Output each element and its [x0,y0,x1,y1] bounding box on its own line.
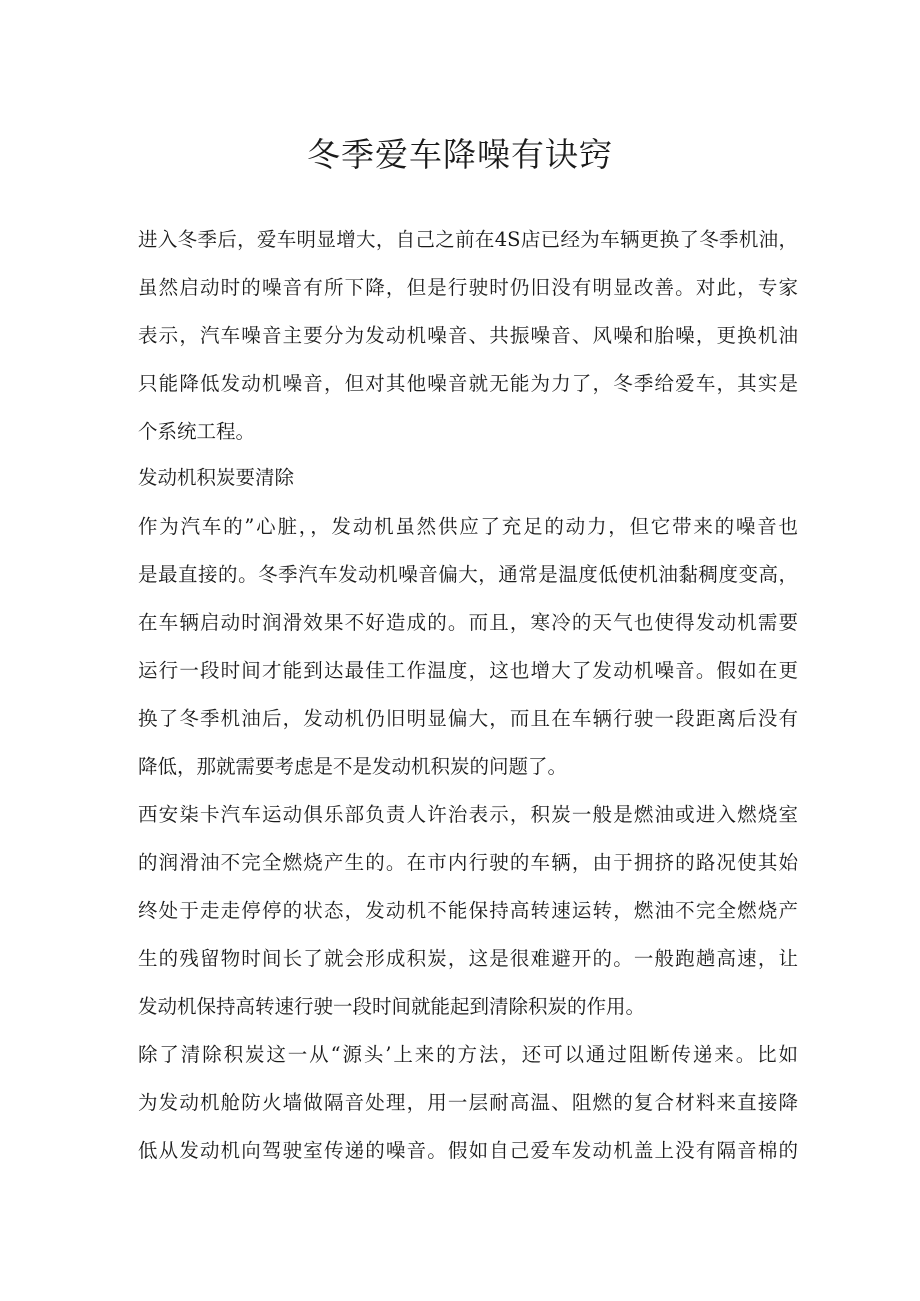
body-text-line: 进入冬季后，爱车明显增大，自己之前在4S店已经为车辆更换了冬季机油， [138,228,798,251]
body-text-line: 的润滑油不完全燃烧产生的。在市内行驶的车辆，由于拥挤的路况使其始 [138,851,798,874]
body-text-line: 为发动机舱防火墙做隔音处理，用一层耐高温、阻燃的复合材料来直接降 [138,1091,798,1114]
body-text-line: 在车辆启动时润滑效果不好造成的。而且，寒冷的天气也使得发动机需要 [138,611,798,634]
body-text-line: 作为汽车的”心脏，，发动机虽然供应了充足的动力，但它带来的噪音也 [138,515,798,538]
page-title: 冬季爱车降噪有诀窍 [307,135,613,174]
body-text-line: 终处于走走停停的状态，发动机不能保持高转速运转，燃油不完全燃烧产 [138,899,798,922]
body-text-line: 西安柒卡汽车运动俱乐部负责人许治表示，积炭一般是燃油或进入燃烧室 [138,803,798,826]
body-text-line: 个系统工程。 [138,420,256,443]
body-text-line: 表示，汽车噪音主要分为发动机噪音、共振噪音、风噪和胎噪，更换机油 [138,324,798,347]
section-heading: 发动机积炭要清除 [138,466,295,489]
body-text-line: 虽然启动时的噪音有所下降，但是行驶时仍旧没有明显改善。对此，专家 [138,276,798,299]
body-text-line: 只能降低发动机噪音，但对其他噪音就无能为力了，冬季给爱车，其实是 [138,372,798,395]
body-text-line: 发动机保持高转速行驶一段时间就能起到清除积炭的作用。 [138,995,646,1018]
body-text-line: 生的残留物时间长了就会形成积炭，这是很难避开的。一般跑趟高速，让 [138,947,798,970]
body-text-line: 降低，那就需要考虑是不是发动机积炭的问题了。 [138,755,568,778]
body-text-line: 低从发动机向驾驶室传递的噪音。假如自己爱车发动机盖上没有隔音棉的 [138,1139,798,1162]
body-text-line: 换了冬季机油后，发动机仍旧明显偏大，而且在车辆行驶一段距离后没有 [138,707,798,730]
body-text-line: 运行一段时间才能到达最佳工作温度，这也增大了发动机噪音。假如在更 [138,659,798,682]
body-text-line: 是最直接的。冬季汽车发动机噪音偏大，通常是温度低使机油黏稠度变高， [138,563,798,586]
body-text-line: 除了清除积炭这一从“源头’上来的方法，还可以通过阻断传递来。比如 [138,1043,798,1066]
